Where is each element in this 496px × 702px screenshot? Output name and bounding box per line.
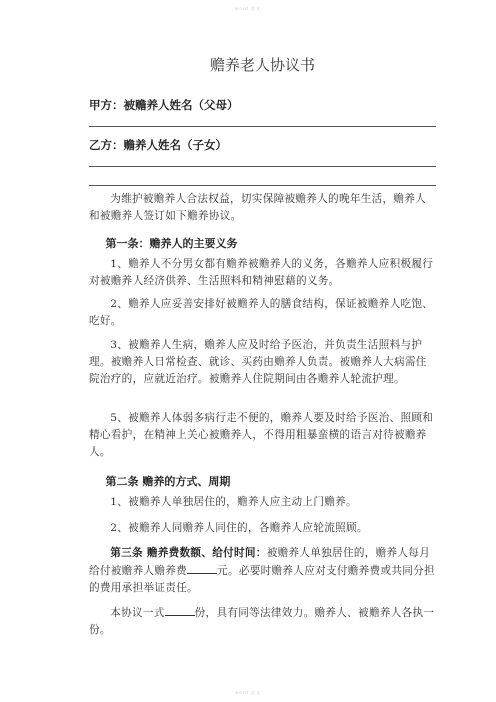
article-1-item-1: 1、赡养人不分男女都有赡养被赡养人的义务，各赡养人应积极履行对被赡养人经济供养、生活照料和精神慰藉的义务。 [89,258,434,287]
article-3-heading: 第三条 赡养费数额、给付时间： [110,547,267,559]
article-2-item-1: 1、被赡养人单独居住的，赡养人应主动上门赡养。 [110,496,357,508]
header-watermark: word 范文 [234,6,262,11]
article-1-item-3: 3、被赡养人生病，赡养人应及时给予医治，并负责生活照料与护理。被赡养人日常检查、就诊、买药由赡养人负责。被赡养人大病需住院治疗的，应就近治疗。被赡养人住院期间由各赡养人轮流护理。 [89,339,427,385]
party-a-label: 甲方：被赡养人姓名（父母） [89,98,239,112]
copies-count-blank [165,604,195,616]
closing-paragraph [89,604,436,639]
closing-text-2: 份，具有同等法律效力。赡养人、被赡养人各执一份。 [89,607,435,636]
intro-paragraph: 为维护被赡养人合法权益，切实保障被赡养人的晚年生活，赡养人和被赡养人签订如下赡养协议。 [89,193,427,222]
article-1-item-5: 5、被赡养人体弱多病行走不便的，赡养人要及时给予医治、照顾和精心看护，在精神上关心被赡养人，不得用粗暴蛮横的语言对待被赡养人。 [89,412,434,458]
party-a-fill-line [89,126,436,127]
alimony-amount-blank [187,562,217,574]
party-b-fill-line [89,166,436,167]
article-2-item-2: 2、被赡养人同赡养人同住的，各赡养人应轮流照顾。 [110,522,368,534]
footer-watermark: word 范文 [234,690,262,695]
article-1-item-2: 2、赡养人应妥善安排好被赡养人的膳食结构，保证被赡养人吃饱、吃好。 [89,298,434,327]
party-b-fill-line-2 [89,185,436,186]
article-3-text-2: 元。必要时赡养人应对支付赡养费或共同分担的费用承担举证责任。 [89,565,435,594]
article-3-text-1: 被赡养人单独居住的，赡养人每月给付被赡养人赡养费 [89,547,431,577]
party-b-label: 乙方：赡养人姓名（子女） [89,138,227,152]
page-title: 赡养老人协议书 [209,56,315,74]
closing-text-1: 本协议一式 [110,607,165,619]
article-2-heading: 第二条 赡养的方式、周期 [105,475,231,488]
article-3-paragraph [89,545,436,597]
article-1-heading: 第一条：赡养人的主要义务 [105,237,238,250]
